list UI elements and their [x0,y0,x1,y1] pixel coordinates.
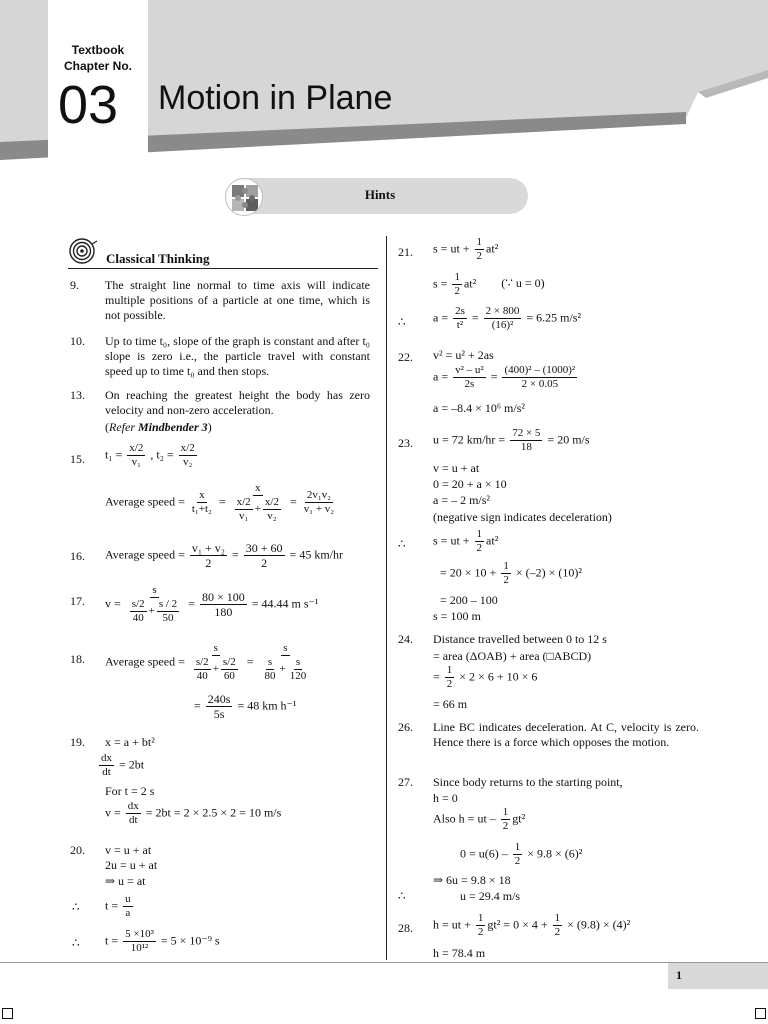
column-divider [386,236,387,960]
refer-target: Mindbender 3 [138,420,208,434]
equation-line [433,528,498,555]
fraction [130,598,147,625]
eq-text: = 20 × 10 + [440,565,497,580]
numerator: s [283,642,288,654]
footer-rule [0,962,768,963]
equation-line: h = 78.4 m [433,946,486,960]
eq-text: × (9.8) × (4)² [567,917,631,932]
spiral-icon [68,236,98,266]
fraction [476,912,486,939]
eq-text: h = ut + [433,917,471,932]
eq-text: × 2 × 6 + 10 × 6 [459,669,538,684]
equation-line: v² = u² + 2as [433,348,494,362]
eq-text: = 6.25 m/s² [526,310,582,325]
eq-text: + [254,503,261,516]
eq-text: = 44.44 m s⁻¹ [251,596,319,611]
numerator: x [255,482,261,494]
eq-text: = 20 m/s [547,432,590,447]
eq-text: s = ut + [433,533,470,548]
section-rule [68,268,378,269]
fraction [453,364,486,391]
denominator: v₁ [131,456,141,468]
eq-text: , [150,447,154,462]
eq-text: Average speed = [105,654,185,669]
textbook-label: Textbook [71,43,125,57]
numerator: s [152,584,157,596]
numerator: v² – u² [455,364,484,376]
eq-text: = 5 × 10⁻⁹ s [160,933,220,948]
question-number: 27. [398,775,413,789]
eq-text: s = [433,276,448,291]
fraction [484,305,522,332]
textbook-chapter-label [52,42,144,74]
crop-mark [755,1008,766,1019]
equation-line [433,664,537,691]
eq-text: = [289,494,297,509]
denominator: v₂ [267,510,277,522]
denominator: $\frac{s}{80}$ + $\frac{s}{120}$ [264,656,307,682]
question-number: 16. [70,549,85,563]
fraction [127,442,145,469]
equation-line: v = u + at [105,843,152,857]
denominator: 2s [464,378,475,390]
denominator: 2 × 0.05 [521,378,559,390]
eq-text: s = ut + [433,241,470,256]
question-text: The straight line normal to time axis will indicate multiple positions of a particle at one time, which is not possible. [105,278,370,322]
numerator: 1 [502,806,509,818]
equation-line: s = 100 m [433,609,481,623]
denominator: 40 [196,670,208,682]
equation-line [105,482,338,523]
eq-text: Average speed = [105,494,185,509]
fraction [302,489,336,516]
numerator: 5 ×10³ [125,928,154,940]
fraction [190,541,227,570]
fraction [235,496,253,523]
numerator: 2v₁v₂ [306,489,332,501]
therefore-symbol: ∴ [398,537,406,551]
denominator: t₁+t₂ [191,503,212,515]
equation-line: Distance travelled between 0 to 12 s [433,632,607,646]
numerator: 2s [455,305,465,317]
denominator: 2 [446,678,453,690]
numerator: x/2 [180,442,195,454]
question-text: On reaching the greatest height the body has zero velocity and non-zero acceleration. [105,388,370,417]
numerator: v₁ + v₂ [191,541,225,555]
chapter-number: 03 [58,75,119,135]
denominator: 2 [205,556,212,570]
refer-word: Refer [109,420,135,434]
numerator: u [125,893,131,905]
fraction [263,496,281,523]
fraction [475,528,485,555]
question-number: 19. [70,735,85,749]
numerator: x/2 [264,496,279,508]
denominator: $\frac{s/2}{40}$ + $\frac{s/2}{60}$ [195,656,236,682]
denominator: 60 [223,670,235,682]
numerator: s/2 [195,656,209,668]
equation-line: a = $\frac{2s}{\text{t²}}$ = $\frac{2 \times 800}{\text{(16)²}}$ = 6.25 m/s² [433,305,582,331]
denominator: 2 [477,926,484,938]
equation-line: For t = 2 s [105,784,155,798]
numerator: x/2 [129,442,144,454]
numerator: x/2 [236,496,251,508]
fraction [99,752,114,779]
eq-text: t₁ = [105,447,123,462]
question-number: 28. [398,921,413,935]
question-number: 24. [398,632,413,646]
question-number: 13. [70,388,85,402]
fraction [452,271,462,298]
fraction [501,806,511,833]
eq-text: at² [486,533,499,548]
refer-note [105,420,212,435]
eq-text: at² [486,241,499,256]
eq-text: a = [433,310,449,325]
numerator: 240s [207,692,231,706]
equation-line [433,271,545,298]
equation-line: = 66 m [433,697,468,711]
equation-line [97,752,144,779]
question-number: 10. [70,334,85,348]
fraction [445,664,455,691]
puzzle-icon [225,178,263,216]
fraction [231,482,285,523]
eq-text: 0 = u(6) – [460,846,508,861]
equation-line [105,893,135,920]
eq-text: = 2bt [119,757,145,772]
eq-text: Also h = ut – [433,811,496,826]
equation-line: a = $\frac{\text{v² – u²}}{2s}$ = $\frac{\text{(400)² – (1000)²}}{2 \times 0.05}$ [433,364,576,390]
fraction [206,692,233,721]
equation-line: a = – 2 m/s² [433,493,491,507]
question-number: 17. [70,594,85,608]
equation-line [433,427,590,454]
equation-line: v = s $\frac{s/2}{40}$ + $\frac{s / 2}{50}$ = $\frac{80 \times 100}{180}$ = 44.44 m s⁻¹ [105,584,319,624]
fraction [475,236,485,263]
equation-line [460,841,582,868]
numerator: 1 [514,841,521,853]
equation-line: ⇒ u = at [105,874,146,888]
numerator: s/2 [131,598,145,610]
eq-text: t₂ = [156,447,174,462]
denominator: v₁ [238,510,249,522]
fraction [157,598,179,625]
denominator [231,496,285,523]
denominator: v₁ + v₂ [303,503,335,515]
eq-text: u = 72 km/hr = [433,432,506,447]
numerator: (400)² – (1000)² [504,364,576,376]
eq-text: gt² = 0 × 4 + [487,917,548,932]
equation-line: (negative sign indicates deceleration) [433,510,612,524]
equation-line: u = 29.4 m/s [460,889,521,903]
eq-text: = [218,494,226,509]
denominator: 50 [162,612,174,624]
equation-line [105,442,199,469]
fraction [288,656,309,683]
equation-line: a = –8.4 × 10⁶ m/s² [433,401,525,415]
denominator: t² [456,319,464,331]
section-title: Classical Thinking [106,251,210,266]
refer-paren: ( [105,420,109,434]
fraction [501,560,511,587]
question-number: 22. [398,350,413,364]
numerator: 2 × 800 [485,305,520,317]
fraction [259,642,313,683]
denominator: a [125,907,131,919]
question-number: 23. [398,436,413,450]
numerator: 1 [476,528,483,540]
eq-text: v = [105,596,121,611]
equation-line: h = 0 [433,791,458,805]
equation-line [433,806,525,833]
question-number: 18. [70,652,85,666]
numerator: s [267,656,273,668]
question-text: Line BC indicates deceleration. At C, velocity is zero. Hence there is a force which opposes the motion. [433,720,699,749]
fraction [126,584,183,625]
numerator: s [213,642,218,654]
denominator: v₂ [183,456,193,468]
chapter-title: Motion in Plane [158,79,393,117]
numerator: 72 × 5 [512,427,541,439]
numerator: 80 × 100 [201,590,245,604]
question-number: 15. [70,452,85,466]
denominator: 120 [289,670,307,682]
equation-line: 2u = u + at [105,858,158,872]
denominator: 2 [502,820,509,832]
numerator: 30 + 60 [245,541,283,555]
hints-title: Hints [364,187,396,202]
denominator: (16)² [491,319,514,331]
equation-line: x = a + bt² [105,735,155,749]
numerator: 1 [476,236,483,248]
denominator: 2 [514,855,521,867]
chapter-label: Chapter No. [63,59,132,73]
numerator: 1 [477,912,484,924]
numerator: 1 [446,664,453,676]
fraction [190,489,214,516]
denominator: 180 [214,605,233,619]
fraction [244,541,285,570]
equation-line: Average speed = s $\frac{s/2}{40}$ + $\frac{s/2}{60}$ = s $\frac{s}{80}$ + $\frac{s}{120}$ [105,642,314,683]
denominator: $\frac{s/2}{40}$ + $\frac{s / 2}{50}$ [131,598,178,624]
denominator: 2 [261,556,268,570]
fraction [123,928,156,955]
equation-line: = $\frac{240s}{5s}$ = 48 km h⁻¹ [194,692,297,721]
eq-text: = [433,669,440,684]
denominator: dt [102,766,111,778]
equation-line: v = u + at [433,461,480,475]
denominator: 2 [454,285,460,297]
denominator: 10¹² [130,942,149,954]
fraction [123,893,133,920]
fraction [126,800,141,827]
therefore-symbol: ∴ [398,315,406,329]
eq-text: a = [433,369,449,384]
fraction [200,590,247,619]
eq-text: × 9.8 × (6)² [527,846,583,861]
equation-line: ⇒ 6u = 9.8 × 18 [433,873,511,887]
refer-paren: ) [207,420,212,434]
denominator: 80 [264,670,276,682]
denominator: dt [129,814,138,826]
fraction [502,364,577,391]
equation-line: = 200 – 100 [440,593,498,607]
eq-text: = 2bt = 2 × 2.5 × 2 = 10 m/s [145,805,282,820]
denominator: 2 [476,250,483,262]
fraction [190,642,242,683]
therefore-symbol: ∴ [398,889,406,903]
fraction [221,656,238,683]
question-number: 26. [398,720,413,734]
fraction [179,442,197,469]
eq-text: v = [105,805,121,820]
equation-line [433,912,630,939]
fraction [453,305,467,332]
fraction [263,656,278,683]
equation-line: 0 = 20 + a × 10 [433,477,507,491]
equation-line: Since body returns to the starting point, [433,775,623,789]
denominator: 2 [554,926,561,938]
eq-text: gt² [512,811,526,826]
eq-text: t = [105,898,119,913]
denominator: 18 [520,441,532,453]
equation-line [105,928,220,955]
numerator: dx [101,752,112,764]
numerator: 1 [454,271,460,283]
equation-line [440,560,582,587]
equation-line [433,236,498,263]
denominator: 2 [476,542,483,554]
page-number: 1 [676,968,682,982]
question-text: Up to time t₀, slope of the graph is constant and after t₀ slope is zero i.e., the particle travel with constant speed up to time t₀ and then stops. [105,334,370,378]
eq-text: = 48 km h⁻¹ [237,698,297,713]
numerator: s/2 [222,656,236,668]
eq-text: × (–2) × (10)² [515,565,582,580]
numerator: dx [127,800,139,812]
numerator: s / 2 [158,598,178,610]
numerator: x [199,489,205,501]
fraction [513,841,523,868]
numerator: 1 [503,560,509,572]
crop-mark [2,1008,13,1019]
fraction [194,656,211,683]
eq-text: Average speed = [105,547,185,562]
eq-text: at² [463,276,477,291]
equation-line: Average speed = $\frac{\text{v₁ + v₂}}{2}$ = $\frac{30 + 60}{2}$ = 45 km/hr [105,541,343,570]
therefore-symbol: ∴ [72,900,80,914]
equation-line: = area (ΔOAB) + area (□ABCD) [433,649,592,663]
fraction [553,912,563,939]
fraction [510,427,542,454]
denominator: 2 [503,574,509,586]
question-number: 21. [398,245,413,259]
eq-text: (∵ u = 0) [501,276,545,291]
denominator: 40 [132,612,144,624]
numerator: 1 [554,912,561,924]
therefore-symbol: ∴ [72,936,80,950]
eq-text: = 45 km/hr [289,547,343,562]
numerator: s [295,656,301,668]
question-number: 20. [70,843,85,857]
eq-text: t = [105,933,119,948]
question-number: 9. [70,278,79,292]
denominator: 5s [213,707,225,721]
equation-line [105,800,281,827]
